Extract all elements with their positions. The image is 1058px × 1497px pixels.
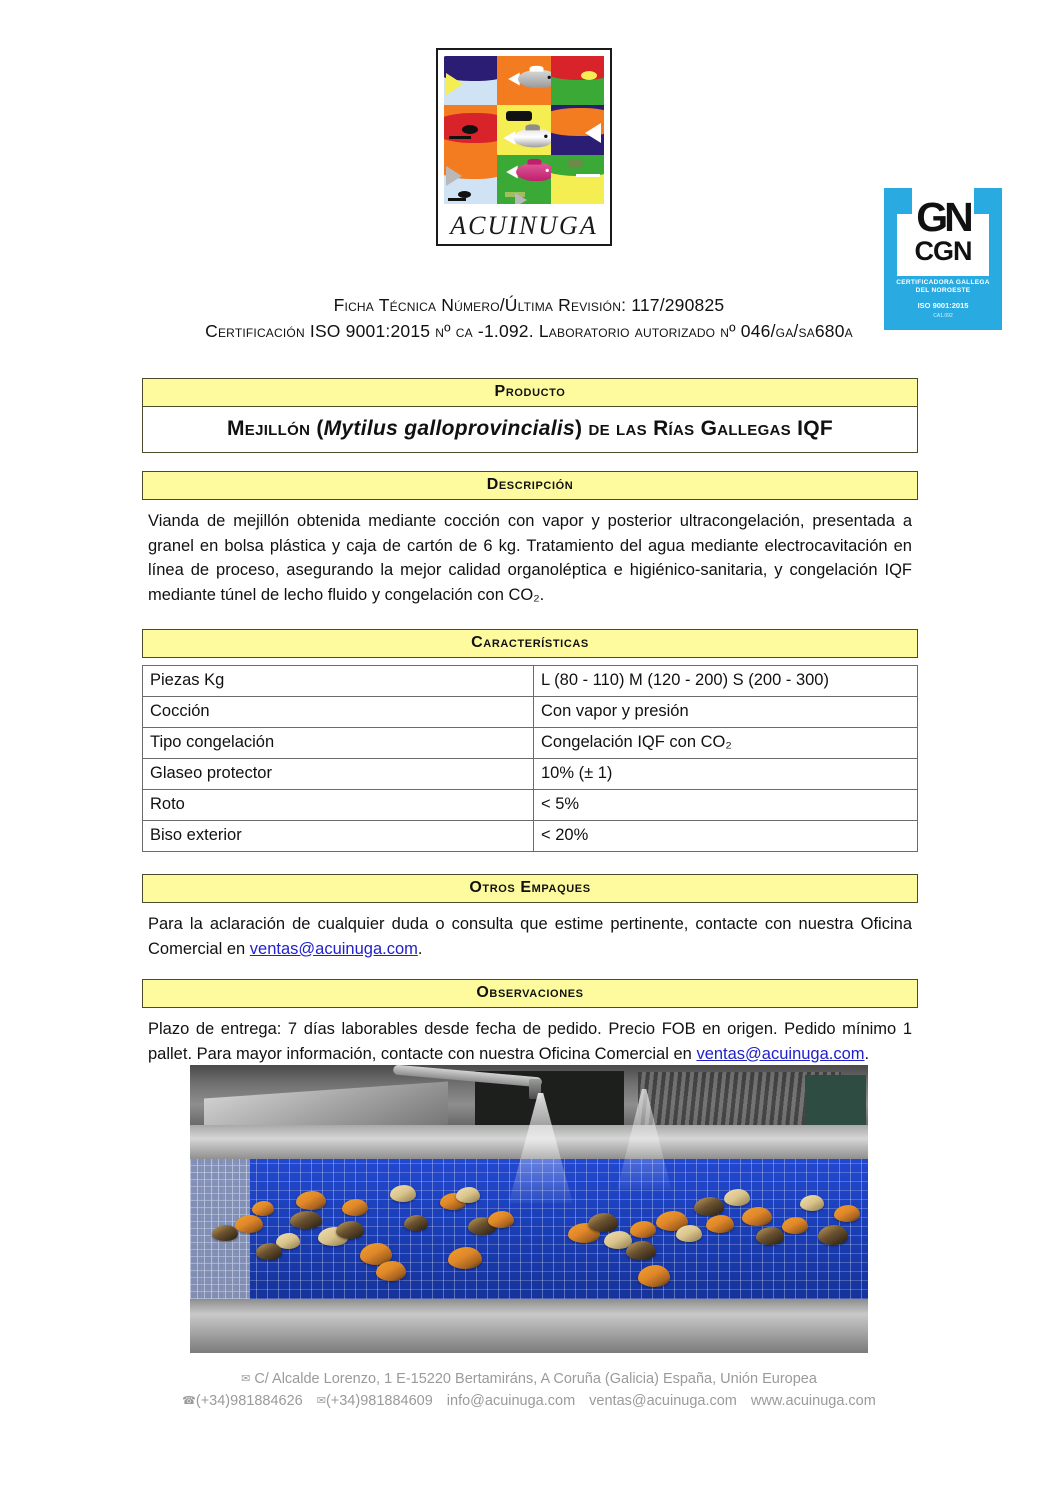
table-cell-key: Glaseo protector	[143, 759, 534, 790]
email-link-ventas[interactable]: ventas@acuinuga.com	[249, 939, 418, 958]
table-cell-value: L (80 - 110) M (120 - 200) S (200 - 300)	[534, 666, 918, 697]
badge-line-2: DEL NOROESTE	[915, 287, 971, 294]
photo-mussel	[342, 1199, 368, 1216]
logo-cell	[551, 56, 604, 105]
photo-mussel	[252, 1201, 274, 1216]
logo-fish-mosaic	[444, 56, 604, 204]
logo-cell	[444, 56, 497, 105]
logo-cell	[444, 105, 497, 154]
table-row	[143, 821, 918, 852]
table-cell-value: 10% (± 1)	[534, 759, 918, 790]
photo-mussel	[390, 1185, 416, 1202]
table-cell-key: Roto	[143, 790, 534, 821]
section-band-observaciones: Observaciones	[142, 979, 918, 1008]
mail-icon: ✉	[241, 1373, 251, 1385]
photo-mussel	[800, 1195, 824, 1211]
table-cell-key: Cocción	[143, 697, 534, 728]
logo-cell	[497, 56, 550, 105]
logo-wordmark: ACUINUGA	[450, 211, 598, 240]
observaciones-paragraph	[142, 1008, 918, 1066]
photo-conveyor-rail-bottom	[190, 1299, 868, 1353]
photo-mussel	[756, 1227, 784, 1245]
footer-email-ventas[interactable]: ventas@acuinuga.com	[589, 1393, 737, 1409]
section-band-caracteristicas: Características	[142, 629, 918, 658]
otros-empaques-paragraph	[142, 903, 918, 961]
logo-cell	[551, 155, 604, 204]
photo-mussel	[235, 1215, 263, 1233]
table-row	[143, 697, 918, 728]
photo-mussel	[626, 1241, 656, 1260]
section-band-descripcion: Descripción	[142, 471, 918, 500]
photo-mussel	[376, 1261, 406, 1281]
product-title-pre: Mejillón (	[226, 417, 324, 440]
footer-address-line	[0, 1368, 1058, 1390]
header-line-certification: Certificación ISO 9001:2015 nº ca -1.092. Laboratorio autorizado nº 046/ga/sa680a	[205, 321, 853, 341]
photo-mussel	[296, 1191, 326, 1210]
header-line-revision: Ficha Técnica Número/Última Revisión: 117/290825	[333, 295, 725, 315]
section-band-producto: Producto	[142, 378, 918, 407]
document-header	[0, 292, 1058, 344]
product-process-photo	[190, 1065, 868, 1353]
photo-mussel	[336, 1221, 364, 1239]
logo-cell	[497, 155, 550, 204]
photo-mussel	[448, 1247, 482, 1269]
photo-mussel	[724, 1189, 750, 1206]
photo-mussel	[676, 1225, 702, 1242]
badge-cgn-text: CGN	[914, 236, 972, 266]
observaciones-period: .	[864, 1044, 870, 1063]
footer-email-info[interactable]: info@acuinuga.com	[446, 1393, 576, 1409]
photo-mussel	[742, 1207, 772, 1226]
table-row	[143, 728, 918, 759]
badge-line-3: ISO 9001:2015	[917, 301, 969, 310]
descripcion-paragraph: Vianda de mejillón obtenida mediante cocción con vapor y posterior ultracongelación, presentada a granel en bolsa plástica y caja de cartón de 6 kg. Tratamiento del agua mediante electrocavitación en línea de proceso, asegurando la mejor calidad organoléptica e higiénico-sanitaria, y congelación IQF mediante túnel de lecho fluido y congelación con CO₂.	[148, 512, 912, 604]
acuinuga-logo	[436, 48, 612, 246]
product-title-post: ) de las Rías Gallegas IQF	[575, 417, 834, 440]
table-cell-key: Tipo congelación	[143, 728, 534, 759]
photo-mussel	[834, 1205, 860, 1222]
badge-gn-monogram: GN	[916, 194, 970, 240]
photo-mussel	[456, 1187, 480, 1203]
footer-phone: (+34)981884626	[195, 1393, 303, 1409]
fax-icon: ✉	[316, 1395, 326, 1407]
photo-mussel	[706, 1215, 734, 1233]
photo-mussel	[212, 1225, 238, 1241]
table-cell-value: < 5%	[534, 790, 918, 821]
footer-contact-line	[0, 1390, 1058, 1412]
photo-mussel	[630, 1221, 656, 1238]
otros-empaques-text: Para la aclaración de cualquier duda o consulta que estime pertinente, contacte con nuestra Oficina Comercial en	[148, 915, 912, 958]
table-cell-value: Congelación IQF con CO₂	[534, 728, 918, 759]
section-band-otros-empaques: Otros Empaques	[142, 874, 918, 903]
table-row	[143, 790, 918, 821]
table-cell-key: Piezas Kg	[143, 666, 534, 697]
otros-empaques-period: .	[417, 939, 423, 958]
photo-mussel	[638, 1265, 670, 1287]
product-title-box	[142, 407, 918, 453]
photo-mussel	[588, 1213, 618, 1232]
footer-fax: (+34)981884609	[325, 1393, 433, 1409]
logo-cell	[444, 155, 497, 204]
observaciones-text: Plazo de entrega: 7 días laborables desde fecha de pedido. Precio FOB en origen. Pedido mínimo 1 pallet. Para mayor información, contacte con nuestra Oficina Comercial en	[148, 1020, 912, 1063]
photo-mussel	[782, 1217, 808, 1234]
footer-website[interactable]: www.acuinuga.com	[750, 1393, 876, 1409]
photo-mussel	[488, 1211, 514, 1228]
footer-address: C/ Alcalde Lorenzo, 1 E-15220 Bertamiráns, A Coruña (Galicia) España, Unión Europea	[254, 1371, 817, 1387]
photo-mussel	[818, 1225, 848, 1245]
table-cell-key: Biso exterior	[143, 821, 534, 852]
photo-mussel	[290, 1211, 322, 1229]
badge-line-4: CA1.092	[933, 313, 953, 319]
photo-mussel	[256, 1243, 282, 1260]
table-cell-value: Con vapor y presión	[534, 697, 918, 728]
badge-line-1: CERTIFICADORA GALLEGA	[896, 279, 990, 286]
table-cell-value: < 20%	[534, 821, 918, 852]
badge-mark	[884, 196, 1002, 265]
phone-icon: ☎	[182, 1395, 196, 1407]
logo-cell	[551, 105, 604, 154]
table-row	[143, 666, 918, 697]
table-row	[143, 759, 918, 790]
document-content	[142, 378, 918, 1066]
photo-mussel	[694, 1197, 724, 1216]
logo-cell	[497, 105, 550, 154]
caracteristicas-table	[142, 665, 918, 852]
product-title-scientific: Mytilus galloprovincialis	[323, 417, 576, 440]
document-footer	[0, 1368, 1058, 1412]
photo-green-machine-part	[805, 1075, 866, 1131]
email-link-ventas[interactable]: ventas@acuinuga.com	[696, 1044, 865, 1063]
photo-mussel	[404, 1215, 428, 1231]
product-title	[143, 417, 917, 441]
